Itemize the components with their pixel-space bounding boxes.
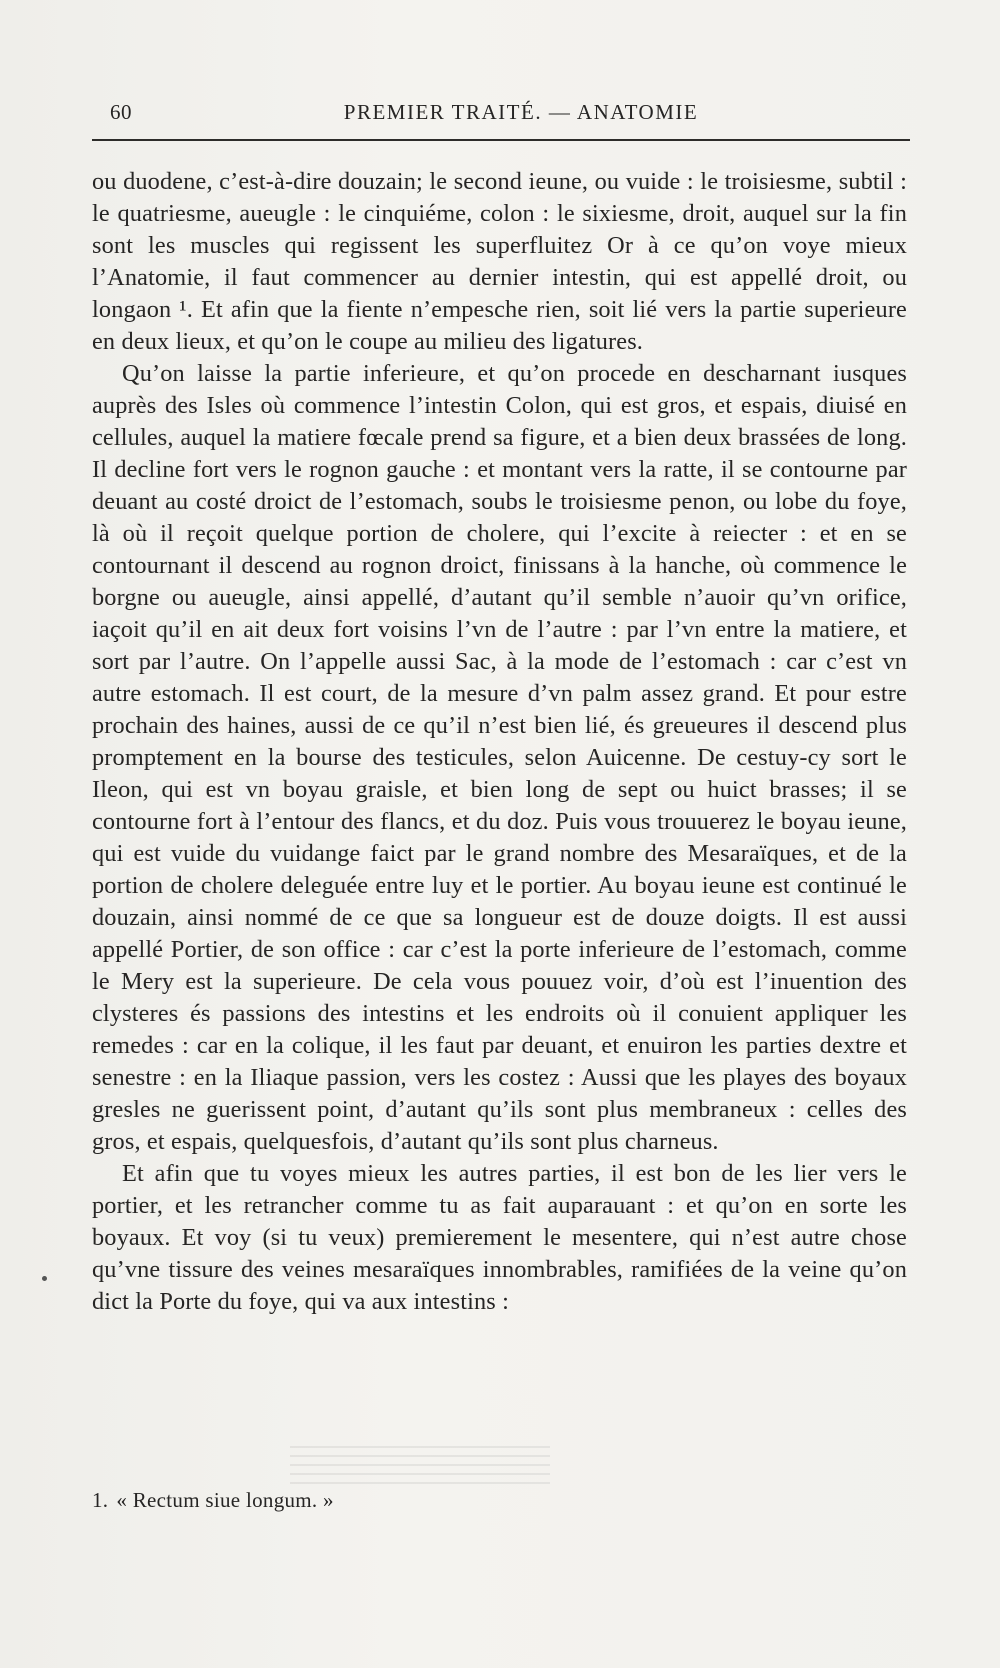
body-text — [92, 166, 907, 1318]
running-head: PREMIER TRAITÉ. — ANATOMIE — [343, 100, 699, 124]
paragraph-2: Qu’on laisse la partie inferieure, et qu’on procede en descharnant iusques auprès des Isles où commence l’intestin Colon, qui est gros, et espais, diuisé en cellules, auquel la matiere fœcale prend sa figure, et a bien deux brassées de long. Il decline fort vers le rognon gauche : et montant vers la ratte, il se contourne par deuant au costé droict de l’estomach, soubs le troisiesme penon, ou lobe du foye, là où il reçoit quelque portion de cholere, qui l’excite à reiecter : et en se contournant il descend au rognon droict, finissans à la hanche, où commence le borgne ou aueugle, ainsi appellé, d’autant qu’il semble n’auoir qu’vn orifice, iaçoit qu’il en ait deux fort voisins l’vn de l’autre : par l’vn entre la matiere, et sort par l’autre. On l’appelle aussi Sac, à la mode de l’estomach : car c’est vn autre estomach. Il est court, de la mesure d’vn palm assez grand. Et pour estre prochain des haines, aussi de ce qu’il n’est bien lié, és greueures il descend plus promptement en la bourse des testicules, selon Auicenne. De cestuy-cy sort le Ileon, qui est vn boyau graisle, et bien long de sept ou huict brasses; il se contourne fort à l’entour des flancs, et du doz. Puis vous trouuerez le boyau ieune, qui est vuide du vuidange faict par le grand nombre des Mesaraïques, et de la portion de cholere deleguée entre luy et le portier. Au boyau ieune est continué le douzain, ainsi nommé de ce que sa longueur est de douze doigts. Il est aussi appellé Portier, de son office : car c’est la porte inferieure de l’estomach, comme le Mery est la superieure. De cela vous pouuez voir, d’où est l’inuention des clysteres és passions des intestins et les endroits où il conuient appliquer les remedes : car en la colique, il les faut par deuant, et enuiron les parties dextre et senestre : en la Iliaque passion, vers les costez : Aussi que les playes des boyaux gresles ne guerissent point, d’autant qu’ils sont plus membraneux : celles des gros, et espais, quelquesfois, d’autant qu’ils sont plus charneus. — [92, 360, 907, 1155]
paragraph-1: ou duodene, c’est-à-dire douzain; le second ieune, ou vuide : le troisiesme, subtil : le quatriesme, aueugle : le cinquiéme, colon : le sixiesme, droit, auquel sur la fin sont les muscles qui regissent les superfluitez Or à ce qu’on voye mieux l’Anatomie, il faut commencer au dernier intestin, qui est appellé droit, ou longaon ¹. Et afin que la fiente n’empesche rien, soit lié vers la partie superieure en deux lieux, et qu’on le coupe au milieu des ligatures. — [92, 168, 907, 355]
show-through-bleed — [290, 1440, 550, 1484]
footnote-number: 1. — [92, 1488, 109, 1512]
margin-speck — [42, 1276, 47, 1281]
header-rule — [92, 139, 910, 141]
page-header — [92, 98, 910, 134]
footnote-text: « Rectum siue longum. » — [116, 1488, 334, 1512]
paragraph-3: Et afin que tu voyes mieux les autres parties, il est bon de les lier vers le portier, et les retrancher comme tu as fait auparauant : et qu’on en sorte les boyaux. Et voy (si tu veux) premierement le mesentere, qui n’est autre chose qu’vne tissure des veines mesaraïques innombrables, ramifiées de la veine qu’on dict la Porte du foye, qui va aux intestins : — [92, 1160, 907, 1315]
footnote — [92, 1486, 907, 1514]
page-number: 60 — [110, 100, 132, 124]
